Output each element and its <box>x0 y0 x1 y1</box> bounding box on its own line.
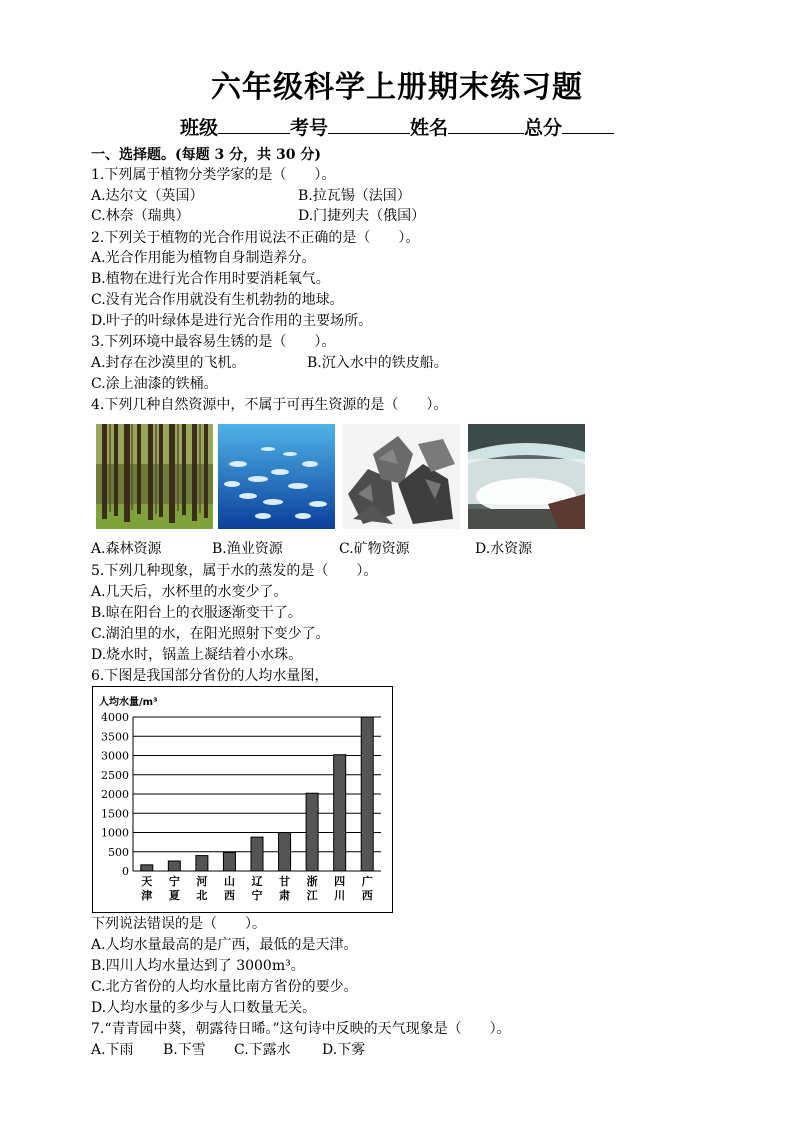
page-title: 六年级科学上册期末练习题 <box>211 70 583 105</box>
q6-question: 下列说法错误的是（ ）。 <box>91 916 266 932</box>
x-tick-label: 天 <box>141 875 153 888</box>
q2-option-b: B.植物在进行光合作用时要消耗氧气。 <box>91 271 330 287</box>
q2-option-d: D.叶子的叶绿体是进行光合作用的主要场所。 <box>91 313 373 329</box>
mineral-ore-photo <box>343 424 460 529</box>
bar <box>361 717 373 871</box>
water-per-capita-chart <box>92 686 393 913</box>
q3-stem: 3.下列环境中最容易生锈的是（ ）。 <box>91 334 336 350</box>
x-tick-label: 宁 <box>168 875 180 888</box>
section-heading: 一、选择题。(每题 3 分，共 30 分) <box>91 147 321 163</box>
x-tick-label: 西 <box>223 889 235 902</box>
q7-option-d: D.下雾 <box>322 1042 366 1058</box>
q4-option-c: C.矿物资源 <box>339 541 410 557</box>
total-blank <box>562 115 614 134</box>
q7-options-row <box>91 1040 366 1060</box>
x-tick-label: 辽 <box>251 875 263 888</box>
bar <box>141 865 153 871</box>
q6-option-a: A.人均水量最高的是广西，最低的是天津。 <box>91 937 358 953</box>
q1-option-a: A.达尔文（英国） <box>91 188 204 204</box>
q5-option-c: C.湖泊里的水，在阳光照射下变少了。 <box>91 626 330 642</box>
total-label: 总分 <box>524 117 563 139</box>
q4-option-d: D.水资源 <box>475 541 533 557</box>
q2-option-c: C.没有光合作用就没有生机勃勃的地球。 <box>91 292 344 308</box>
forest-photo <box>96 424 213 529</box>
y-axis-label: 人均水量/m³ <box>99 697 158 708</box>
bar <box>251 837 263 871</box>
x-tick-label: 北 <box>196 889 208 902</box>
q1-stem: 1.下列属于植物分类学家的是（ ）。 <box>91 167 336 183</box>
bar <box>334 755 346 871</box>
q4-option-a: A.森林资源 <box>91 541 162 557</box>
q5-option-b: B.晾在阳台上的衣服逐渐变干了。 <box>91 605 302 621</box>
exam-no-label: 考号 <box>289 117 328 139</box>
bar <box>168 861 180 871</box>
x-tick-label: 河 <box>196 875 208 888</box>
x-tick-label: 西 <box>361 889 373 902</box>
y-tick-label: 1000 <box>101 826 129 840</box>
y-tick-label: 4000 <box>101 711 129 724</box>
q6-stem: 6.下图是我国部分省份的人均水量图， <box>91 668 329 684</box>
x-tick-label: 津 <box>141 889 153 902</box>
x-tick-label: 广 <box>361 875 373 888</box>
q1-options-row2 <box>91 206 426 226</box>
q1-option-c: C.林奈（瑞典） <box>91 208 190 224</box>
bar <box>196 856 208 871</box>
q7-option-b: B.下雪 <box>163 1042 206 1058</box>
y-tick-label: 500 <box>108 845 129 859</box>
x-tick-label: 山 <box>223 875 235 888</box>
q6-option-c: C.北方省份的人均水量比南方省份的要少。 <box>91 979 358 995</box>
name-blank <box>448 115 524 134</box>
bar <box>223 853 235 871</box>
q2-stem: 2.下列关于植物的光合作用说法不正确的是（ ）。 <box>91 230 420 246</box>
x-tick-label: 肃 <box>279 889 291 902</box>
class-blank <box>218 115 290 134</box>
q1-option-d: D.门捷列夫（俄国） <box>298 208 426 224</box>
q6-option-d: D.人均水量的多少与人口数量无关。 <box>91 1000 317 1016</box>
x-tick-label: 四 <box>334 875 346 888</box>
y-tick-label: 3000 <box>101 749 129 763</box>
bar <box>306 793 318 871</box>
q4-option-b: B.渔业资源 <box>212 541 283 557</box>
waterfall-photo <box>468 424 585 529</box>
student-info-row <box>0 113 794 140</box>
y-tick-label: 3500 <box>101 730 129 744</box>
name-label: 姓名 <box>410 117 449 139</box>
q3-option-a: A.封存在沙漠里的飞机。 <box>91 355 246 371</box>
q6-option-b: B.四川人均水量达到了 3000m³。 <box>91 958 305 974</box>
q2-option-a: A.光合作用能为植物自身制造养分。 <box>91 250 316 266</box>
q7-option-c: C.下露水 <box>234 1042 291 1058</box>
x-tick-label: 宁 <box>251 889 263 902</box>
fish-school-photo <box>218 424 335 529</box>
q1-option-b: B.拉瓦锡（法国） <box>298 188 411 204</box>
q3-options-row1 <box>91 353 448 373</box>
y-tick-label: 0 <box>122 865 129 878</box>
q5-option-d: D.烧水时，锅盖上凝结着小水珠。 <box>91 647 303 663</box>
q1-options-row1 <box>91 186 411 206</box>
q3-option-c: C.涂上油漆的铁桶。 <box>91 376 218 392</box>
x-tick-label: 川 <box>334 889 346 902</box>
y-tick-label: 2500 <box>101 768 129 782</box>
q4-stem: 4.下列几种自然资源中，不属于可再生资源的是（ ）。 <box>91 397 448 413</box>
q7-stem: 7.“青青园中葵，朝露待日晞。”这句诗中反映的天气现象是（ ）。 <box>91 1021 511 1037</box>
class-label: 班级 <box>179 117 218 139</box>
q4-options-row <box>91 539 533 559</box>
x-tick-label: 浙 <box>306 875 318 888</box>
x-tick-label: 江 <box>306 889 318 902</box>
q5-stem: 5.下列几种现象，属于水的蒸发的是（ ）。 <box>91 563 378 579</box>
bar <box>279 833 291 872</box>
y-tick-label: 1500 <box>101 807 129 821</box>
x-tick-label: 甘 <box>279 875 291 888</box>
x-tick-label: 夏 <box>168 889 180 902</box>
q7-option-a: A.下雨 <box>91 1042 134 1058</box>
exam-no-blank <box>328 115 410 134</box>
y-tick-label: 2000 <box>101 788 129 801</box>
q3-option-b: B.沉入水中的铁皮船。 <box>307 355 448 371</box>
q5-option-a: A.几天后，水杯里的水变少了。 <box>91 584 288 600</box>
